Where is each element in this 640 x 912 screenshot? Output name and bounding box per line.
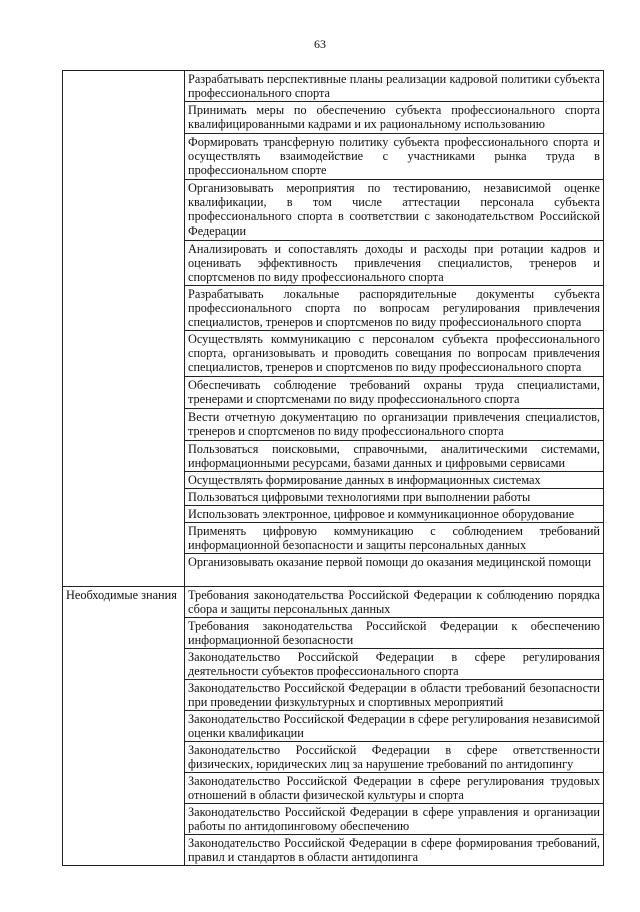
knowledge-item: Законодательство Российской Федерации в сфере формирования требований, правил и стандартов в области антидопинга: [185, 835, 604, 866]
skill-item: Пользоваться поисковыми, справочными, аналитическими системами, информационными ресурсами, базами данных и цифровыми сервисами: [185, 441, 604, 472]
skill-item: Принимать меры по обеспечению субъекта профессионального спорта квалифицированными кадрами и их рациональному использованию: [185, 102, 604, 134]
skill-item: Организовывать мероприятия по тестированию, независимой оценке квалификации, в том числе аттестации персонала субъекта профессионального спорта в соответствии с законодательством Российской Федерации: [185, 180, 604, 241]
page-number: 63: [314, 37, 326, 51]
skill-item: Разрабатывать перспективные планы реализации кадровой политики субъекта профессионального спорта: [185, 71, 604, 102]
skill-item: Применять цифровую коммуникацию с соблюдением требований информационной безопасности и защиты персональных данных: [185, 523, 604, 554]
skill-item: Разрабатывать локальные распорядительные документы субъекта профессионального спорта по вопросам регулирования привлечения специалистов, тренеров и спортсменов по виду профессионального спорта: [185, 286, 604, 331]
knowledge-item: Законодательство Российской Федерации в области требований безопасности при проведении физкультурных и спортивных мероприятий: [185, 680, 604, 711]
skill-item: Пользоваться цифровыми технологиями при выполнении работы: [185, 489, 604, 506]
skills-label-cell: [63, 71, 185, 587]
knowledge-item: Требования законодательства Российской Федерации к соблюдению порядка сбора и защиты персональных данных: [185, 587, 604, 618]
skill-item: Формировать трансферную политику субъекта профессионального спорта и осуществлять взаимодействие с участниками рынка труда в профессиональном спорте: [185, 134, 604, 180]
knowledge-item: Законодательство Российской Федерации в сфере регулирования независимой оценки квалификации: [185, 711, 604, 742]
knowledge-item: Законодательство Российской Федерации в сфере управления и организации работы по антидопинговому обеспечению: [185, 804, 604, 835]
table-row: [63, 71, 604, 102]
knowledge-item: Законодательство Российской Федерации в сфере ответственности физических, юридических лиц за нарушение требований по антидопингу: [185, 742, 604, 773]
knowledge-item: Требования законодательства Российской Федерации к обеспечению информационной безопасности: [185, 618, 604, 649]
skill-item: Организовывать оказание первой помощи до оказания медицинской помощи: [185, 554, 604, 587]
skill-item: Анализировать и сопоставлять доходы и расходы при ротации кадров и оценивать эффективность привлечения специалистов, тренеров и спортсменов по виду профессионального спорта: [185, 241, 604, 286]
skill-item: Вести отчетную документацию по организации привлечения специалистов, тренеров и спортсменов по виду профессионального спорта: [185, 409, 604, 441]
knowledge-item: Законодательство Российской Федерации в сфере регулирования деятельности субъектов профессионального спорта: [185, 649, 604, 680]
table-row: [63, 587, 604, 618]
skill-item: Использовать электронное, цифровое и коммуникационное оборудование: [185, 506, 604, 523]
section-label-knowledge: Необходимые знания: [63, 587, 185, 866]
competency-table: [62, 70, 604, 866]
skill-item: Обеспечивать соблюдение требований охраны труда специалистами, тренерами и спортсменами по виду профессионального спорта: [185, 377, 604, 409]
knowledge-item: Законодательство Российской Федерации в сфере регулирования трудовых отношений в области физической культуры и спорта: [185, 773, 604, 804]
skill-item: Осуществлять формирование данных в информационных системах: [185, 472, 604, 489]
skill-item: Осуществлять коммуникацию с персоналом субъекта профессионального спорта, организовывать и проводить совещания по вопросам привлечения специалистов, тренеров и спортсменов по виду профессионального спорта: [185, 331, 604, 377]
